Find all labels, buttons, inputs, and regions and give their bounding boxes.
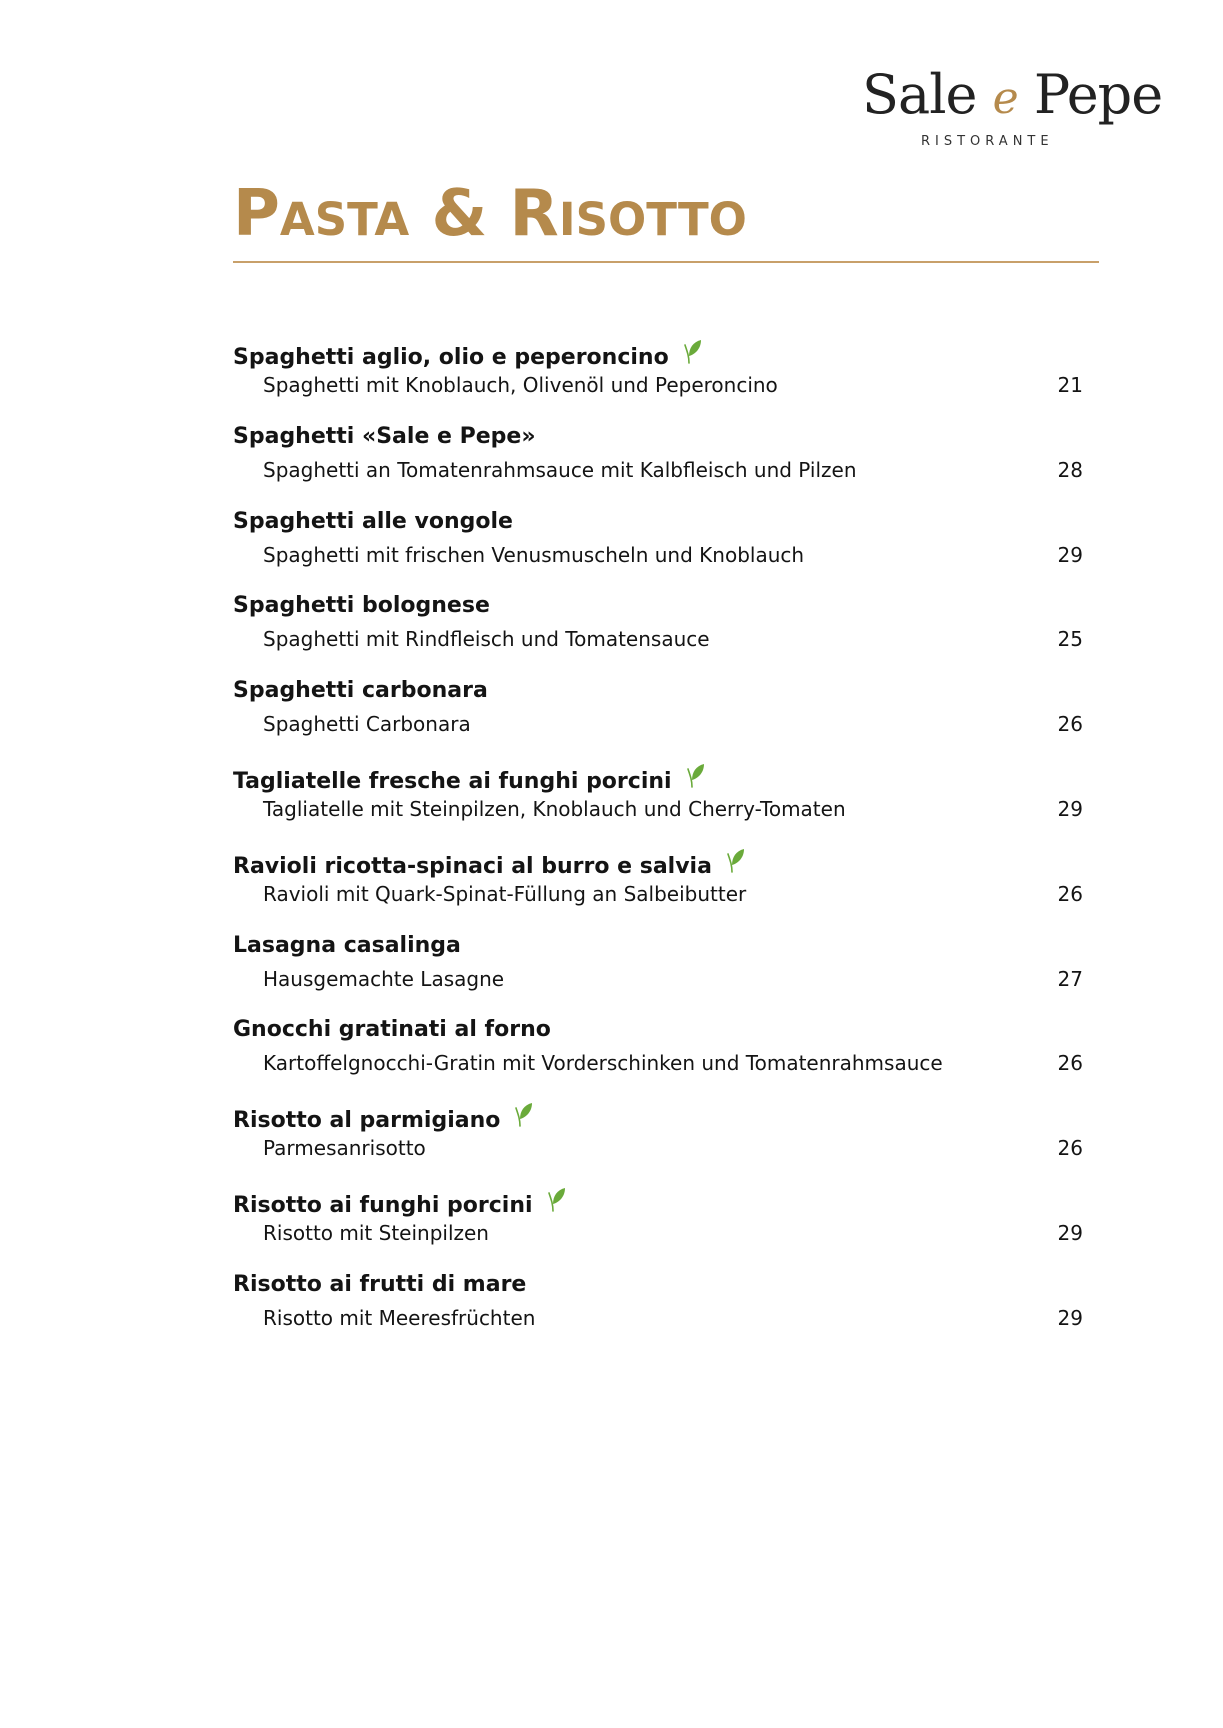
- dish-price: 25: [1057, 627, 1083, 652]
- dish-name: [233, 678, 488, 704]
- menu-item: [233, 505, 1083, 590]
- dish-description: Risotto mit Steinpilzen: [263, 1220, 489, 1245]
- menu-item: [233, 929, 1083, 1014]
- dish-name-text: Spaghetti aglio, olio e peperoncino: [233, 345, 669, 370]
- dish-price: 26: [1057, 881, 1083, 906]
- dish-description: Spaghetti mit frischen Venusmuscheln und Knoblauch: [263, 542, 805, 567]
- menu-item: [233, 759, 1083, 844]
- dish-description: Spaghetti Carbonara: [263, 712, 471, 737]
- dish-price: 28: [1057, 457, 1083, 482]
- dish-name-text: Lasagna casalinga: [233, 932, 461, 958]
- menu-item: [233, 1183, 1083, 1268]
- leaf-icon: [545, 1187, 567, 1213]
- logo-word-pepe: Pepe: [1033, 63, 1163, 126]
- logo-word-sale: Sale: [862, 63, 977, 126]
- dish-price: 26: [1057, 1136, 1083, 1161]
- menu-item: [233, 1098, 1083, 1183]
- dish-name: [233, 1187, 567, 1219]
- dish-price: 26: [1057, 712, 1083, 737]
- dish-name: [233, 424, 536, 450]
- dish-name: [233, 848, 746, 880]
- leaf-icon: [512, 1102, 534, 1128]
- dish-price: 29: [1057, 542, 1083, 567]
- menu-item: [233, 335, 1083, 420]
- dish-description: Spaghetti an Tomatenrahmsauce mit Kalbfleisch und Pilzen: [263, 457, 857, 482]
- dish-description: Tagliatelle mit Steinpilzen, Knoblauch und Cherry-Tomaten: [263, 796, 846, 821]
- menu-item: [233, 589, 1083, 674]
- dish-description: Spaghetti mit Rindfleisch und Tomatensauce: [263, 627, 710, 652]
- restaurant-logo: [858, 63, 1163, 158]
- dish-name: [233, 1102, 534, 1134]
- dish-name: [233, 339, 703, 371]
- dish-name-text: Spaghetti «Sale e Pepe»: [233, 423, 536, 449]
- dish-price: 26: [1057, 1051, 1083, 1076]
- dish-name: [233, 763, 706, 795]
- dish-name-text: Risotto ai frutti di mare: [233, 1271, 527, 1297]
- logo-wordmark: [862, 63, 1163, 126]
- dish-name: [233, 1017, 551, 1043]
- dish-name-text: Spaghetti alle vongole: [233, 508, 513, 534]
- dish-name-text: Spaghetti carbonara: [233, 678, 488, 704]
- title-divider: [233, 261, 1099, 263]
- dish-name: [233, 1272, 526, 1298]
- menu-item: [233, 1268, 1083, 1353]
- dish-name: [233, 593, 490, 619]
- dish-name-text: Ravioli ricotta-spinaci al burro e salvia: [233, 853, 712, 879]
- menu-list: [233, 335, 1083, 1353]
- dish-price: 29: [1057, 796, 1083, 821]
- leaf-icon: [681, 339, 703, 365]
- menu-item: [233, 844, 1083, 929]
- dish-price: 27: [1057, 966, 1083, 991]
- leaf-icon: [724, 848, 746, 874]
- dish-name-text: Risotto al parmigiano: [233, 1108, 501, 1134]
- dish-name: [233, 933, 461, 959]
- dish-price: 21: [1057, 373, 1083, 397]
- dish-description: Ravioli mit Quark-Spinat-Füllung an Salbeibutter: [263, 881, 747, 906]
- dish-price: 29: [1057, 1305, 1083, 1330]
- logo-tagline: RISTORANTE: [921, 134, 1054, 149]
- dish-name-text: Tagliatelle fresche ai funghi porcini: [233, 768, 672, 794]
- menu-item: [233, 420, 1083, 505]
- dish-name: [233, 509, 513, 535]
- dish-name-text: Spaghetti bolognese: [233, 593, 490, 619]
- dish-description: Spaghetti mit Knoblauch, Olivenöl und Peperoncino: [263, 373, 778, 397]
- dish-name-text: Gnocchi gratinati al forno: [233, 1017, 551, 1043]
- dish-price: 29: [1057, 1220, 1083, 1245]
- logo-word-e: e: [992, 73, 1018, 124]
- page-title: Pasta & Risotto: [233, 177, 747, 251]
- dish-description: Risotto mit Meeresfrüchten: [263, 1305, 536, 1330]
- dish-description: Kartoffelgnocchi-Gratin mit Vorderschinken und Tomatenrahmsauce: [263, 1051, 943, 1076]
- leaf-icon: [684, 763, 706, 789]
- dish-description: Hausgemachte Lasagne: [263, 966, 505, 991]
- menu-item: [233, 1013, 1083, 1098]
- dish-name-text: Risotto ai funghi porcini: [233, 1192, 533, 1218]
- dish-description: Parmesanrisotto: [263, 1136, 426, 1161]
- menu-item: [233, 674, 1083, 759]
